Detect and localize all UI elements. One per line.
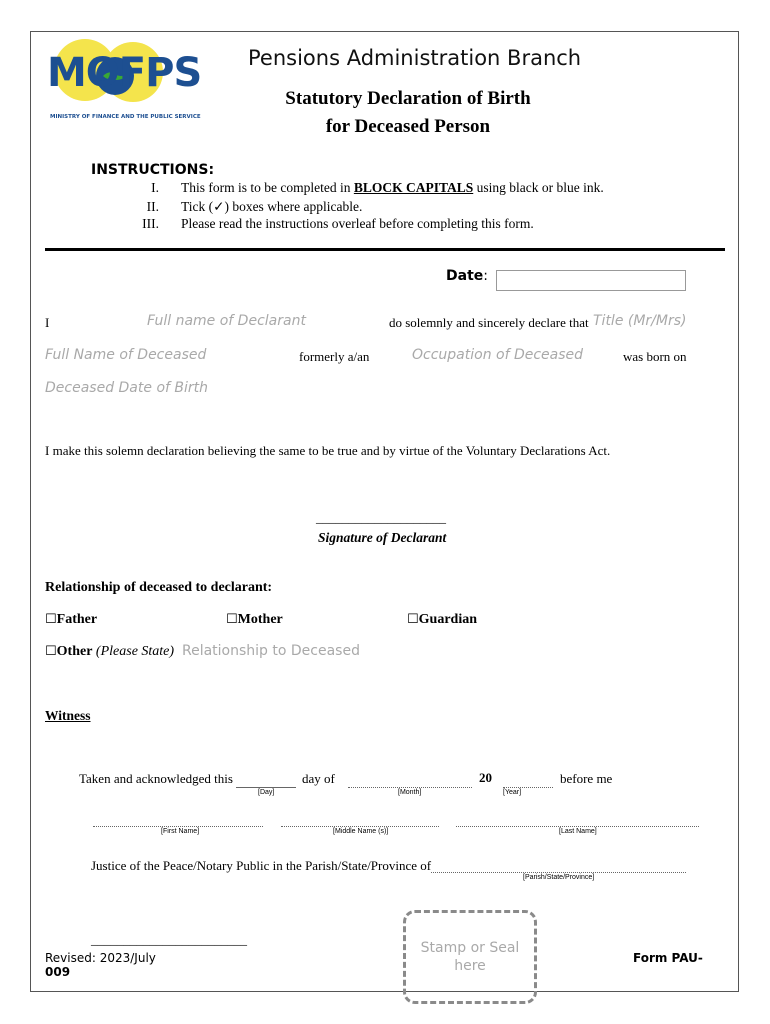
instruction-1: I. This form is to be completed in BLOCK CAPITALS using black or blue ink. <box>121 180 604 196</box>
middle-name-label: [Middle Name (s)] <box>333 828 389 835</box>
declaration-i: I <box>45 315 50 330</box>
checkbox-icon[interactable]: ☐ <box>407 612 419 627</box>
relationship-heading: Relationship of deceased to declarant: <box>45 580 273 595</box>
instruction-num: II. <box>146 199 159 214</box>
date-label: Date: <box>446 268 488 284</box>
instructions-heading: INSTRUCTIONS: <box>91 162 215 178</box>
jp-signature-line: ________________________ <box>91 932 247 947</box>
branch-name: Pensions Administration Branch <box>248 46 582 70</box>
guardian-checkbox[interactable]: ☐Guardian <box>407 612 478 627</box>
witness-heading: Witness <box>45 708 91 723</box>
formerly-text: formerly a/an <box>299 349 370 364</box>
signature-line: ____________________ <box>316 510 446 525</box>
instruction-3: III. Please read the instructions overleaf before completing this form. <box>121 216 534 232</box>
month-line[interactable] <box>348 787 472 788</box>
stamp-text: Stamp or Seal here <box>420 940 520 974</box>
before-me-text: before me <box>560 771 613 786</box>
mother-checkbox[interactable]: ☐Mother <box>226 612 283 627</box>
stamp-area <box>403 910 537 1004</box>
first-name-label: [First Name] <box>161 828 200 835</box>
form-number: Form PAU- <box>633 951 703 965</box>
year-label: [Year] <box>503 789 522 796</box>
instruction-num: III. <box>142 216 159 231</box>
form-code-suffix: 009 <box>45 965 71 979</box>
other-checkbox[interactable]: ☐Other (Please State) <box>45 644 175 659</box>
occupation-field[interactable]: Occupation of Deceased <box>412 347 584 363</box>
father-checkbox[interactable]: ☐Father <box>45 612 98 627</box>
logo-subtitle: MINISTRY OF FINANCE AND THE PUBLIC SERVICE <box>50 114 201 120</box>
year-line[interactable] <box>503 787 553 788</box>
instruction-2: II. Tick (✓) boxes where applicable. <box>121 199 362 215</box>
jp-text: Justice of the Peace/Notary Public in the Parish/State/Province of <box>91 858 432 873</box>
last-name-line[interactable] <box>456 826 699 827</box>
born-on-text: was born on <box>623 349 687 364</box>
day-line[interactable] <box>236 787 296 788</box>
checkbox-icon[interactable]: ☐ <box>45 612 57 627</box>
instruction-num: I. <box>151 180 159 195</box>
declaration-statement: I make this solemn declaration believing the same to be true and by virtue of the Voluntary Declarations Act. <box>45 443 611 458</box>
first-name-line[interactable] <box>93 826 263 827</box>
relationship-field[interactable]: Relationship to Deceased <box>182 643 360 659</box>
checkbox-icon[interactable]: ☐ <box>226 612 238 627</box>
title-field[interactable]: Title (Mr/Mrs) <box>593 313 687 329</box>
year-prefix: 20 <box>479 770 492 785</box>
day-label: [Day] <box>258 789 275 796</box>
form-title-line1: Statutory Declaration of Birth <box>285 88 531 109</box>
logo-text: MOFPS <box>47 50 202 96</box>
taken-text: Taken and acknowledged this <box>79 771 233 786</box>
middle-name-line[interactable] <box>281 826 439 827</box>
day-of-text: day of <box>302 771 335 786</box>
last-name-label: [Last Name] <box>559 828 597 835</box>
deceased-name-field[interactable]: Full Name of Deceased <box>45 347 207 363</box>
dob-field[interactable]: Deceased Date of Birth <box>45 380 208 396</box>
section-divider <box>45 248 725 251</box>
month-label: [Month] <box>398 789 422 796</box>
revised-text: Revised: 2023/July <box>45 951 156 965</box>
signature-label: Signature of Declarant <box>318 530 447 545</box>
declare-text: do solemnly and sincerely declare that <box>389 315 589 330</box>
parish-label: [Parish/State/Province] <box>523 874 595 881</box>
checkbox-icon[interactable]: ☐ <box>45 644 57 659</box>
date-input[interactable] <box>496 270 686 291</box>
parish-line[interactable] <box>431 872 686 873</box>
form-title-line2: for Deceased Person <box>325 116 491 137</box>
declarant-name-field[interactable]: Full name of Declarant <box>147 313 306 329</box>
form-page <box>30 31 739 992</box>
